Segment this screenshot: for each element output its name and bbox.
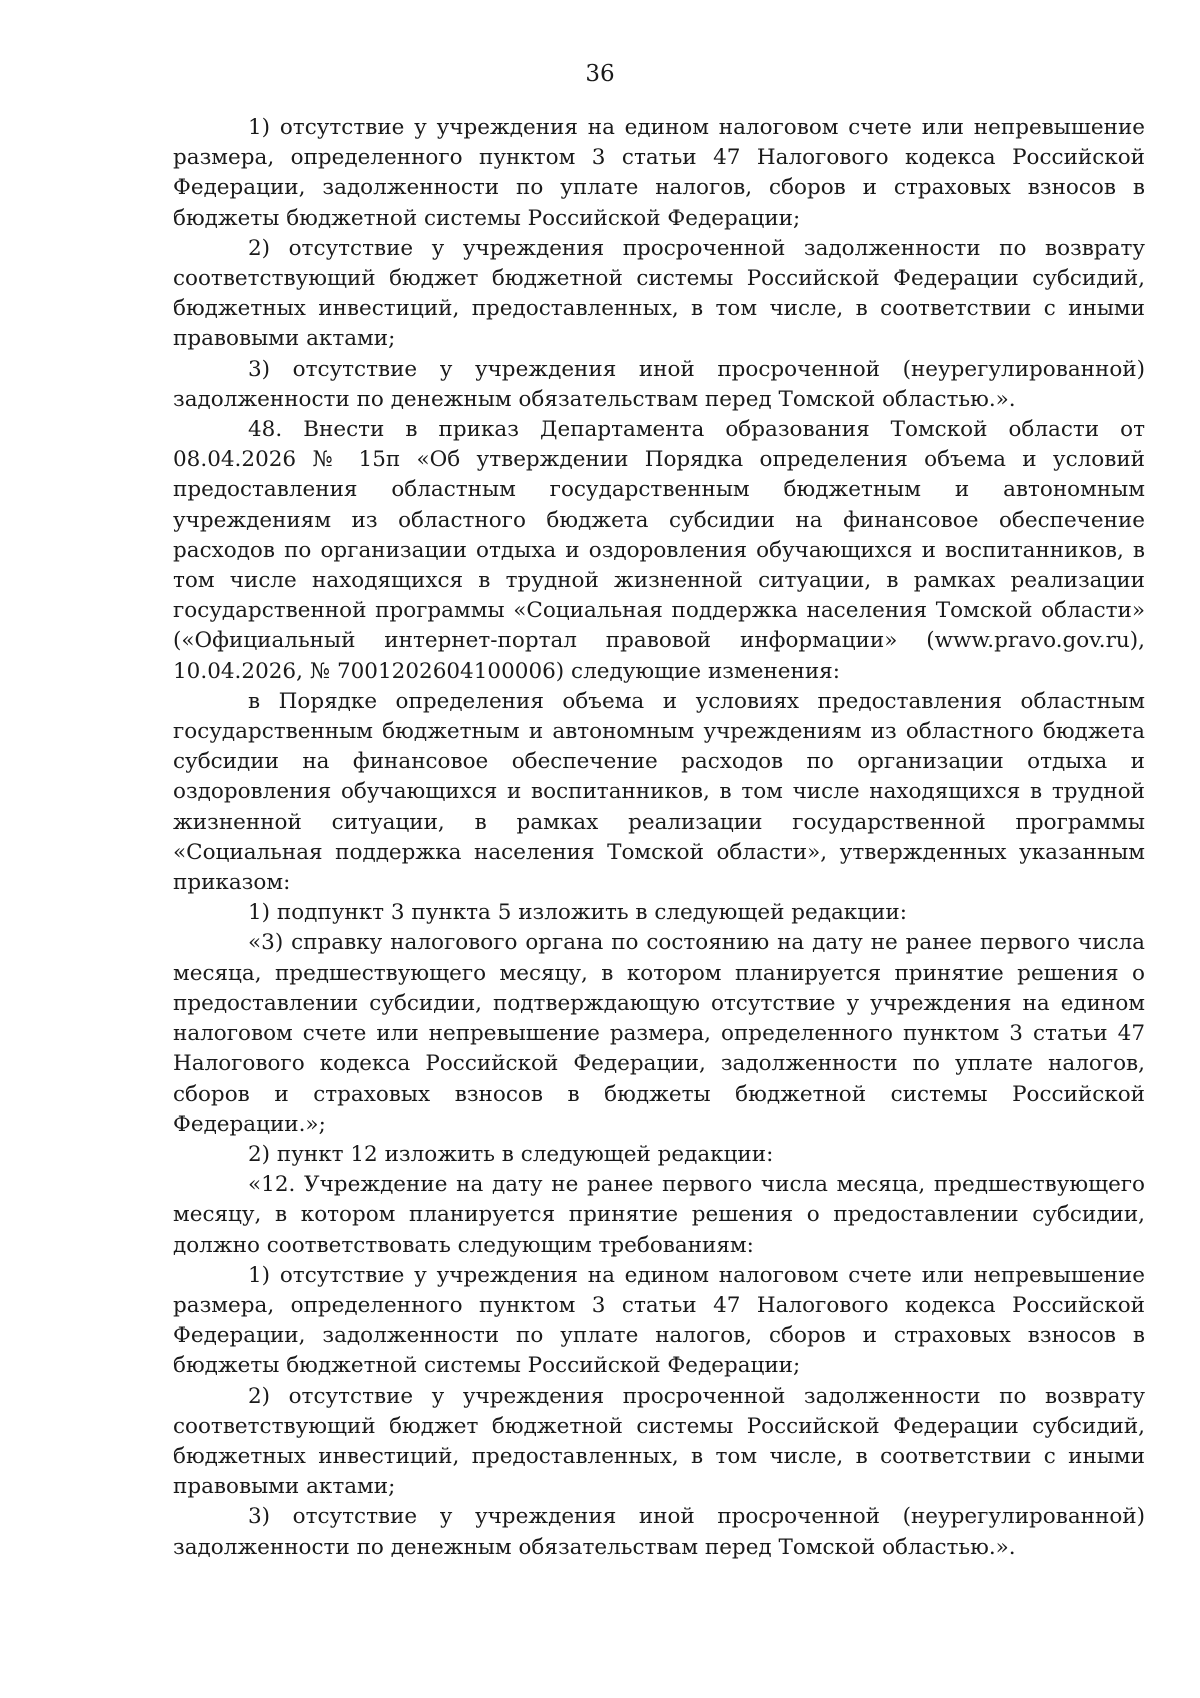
paragraph: 1) подпункт 3 пункта 5 изложить в следующей редакции: bbox=[248, 900, 907, 926]
paragraph: 1) отсутствие у учреждения на едином налоговом счете или непревышение размера, определенного пунктом 3 статьи 47 Налогового кодекса Российской Федерации, задолженности по уплате налогов, сборов и страховых взносов в бюджеты бюджетной системы Российской Федерации; bbox=[173, 1262, 1145, 1379]
paragraph: 2) отсутствие у учреждения просроченной задолженности по возврату соответствующий бюджет бюджетной системы Российской Федерации субсидий, бюджетных инвестиций, предоставленных, в том числе, в соответствии с иными правовыми актами; bbox=[173, 235, 1145, 352]
paragraph: «12. Учреждение на дату не ранее первого числа месяца, предшествующего месяцу, в котором планируется принятие решения о предоставлении субсидии, должно соответствовать следующим требованиям: bbox=[173, 1172, 1145, 1258]
paragraph: 1) отсутствие у учреждения на едином налоговом счете или непревышение размера, определенного пунктом 3 статьи 47 Налогового кодекса Российской Федерации, задолженности по уплате налогов, сборов и страховых взносов в бюджеты бюджетной системы Российской Федерации; bbox=[173, 115, 1145, 231]
paragraph: 3) отсутствие у учреждения иной просроченной (неурегулированной) задолженности по денежным обязательствам перед Томской областью.». bbox=[173, 1504, 1145, 1560]
paragraph: 48. Внести в приказ Департамента образования Томской области от 08.04.2026 № 15п «Об утверждении Порядка определения объема и условий предоставления областным государственным бюджетным и автономным учреждениям из областного бюджета субсидии на финансовое обеспечение расходов по организации отдыха и оздоровления обучающихся и воспитанников, в том числе находящихся в трудной жизненной ситуации, в рамках реализации государственной программы «Социальная поддержка населения Томской области» («Официальный интернет-портал правовой информации» (www.pravo.gov.ru), 10.04.2026, № 7001202604100006) следующие изменения: bbox=[173, 417, 1145, 684]
document-body bbox=[173, 113, 1145, 1563]
paragraph: 3) отсутствие у учреждения иной просроченной (неурегулированной) задолженности по денежным обязательствам перед Томской областью.». bbox=[173, 356, 1145, 412]
paragraph: в Порядке определения объема и условиях предоставления областным государственным бюджетным и автономным учреждениям из областного бюджета субсидии на финансовое обеспечение расходов по организации отдыха и оздоровления обучающихся и воспитанников, в том числе находящихся в трудной жизненной ситуации, в рамках реализации государственной программы «Социальная поддержка населения Томской области», утвержденных указанным приказом: bbox=[173, 688, 1145, 896]
page-number: 36 bbox=[585, 61, 615, 87]
paragraph: 2) отсутствие у учреждения просроченной задолженности по возврату соответствующий бюджет бюджетной системы Российской Федерации субсидий, бюджетных инвестиций, предоставленных, в том числе, в соответствии с иными правовыми актами; bbox=[173, 1383, 1145, 1500]
paragraph: «3) справку налогового органа по состоянию на дату не ранее первого числа месяца, предшествующего месяцу, в котором планируется принятие решения о предоставлении субсидии, подтверждающую отсутствие у учреждения на едином налоговом счете или непревышение размера, определенного пунктом 3 статьи 47 Налогового кодекса Российской Федерации, задолженности по уплате налогов, сборов и страховых взносов в бюджеты бюджетной системы Российской Федерации.»; bbox=[173, 930, 1145, 1137]
paragraph: 2) пункт 12 изложить в следующей редакции: bbox=[248, 1141, 774, 1167]
